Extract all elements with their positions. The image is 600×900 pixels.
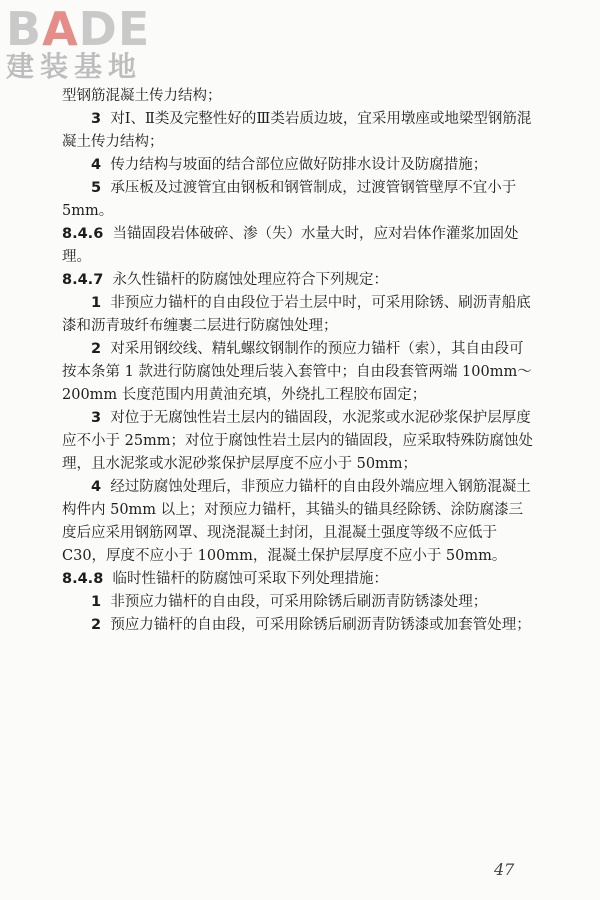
clause-number: 1 — [91, 295, 102, 311]
paragraph — [62, 591, 534, 614]
clause-text: 对位于无腐蚀性岩土层内的锚固段，水泥浆或水泥砂浆保护层厚度应不小于 25mm；对位于腐蚀性岩土层内的锚固段，应采取特殊防腐蚀处理，且水泥浆或水泥砂浆保护层厚度不应小于 50mm； — [62, 410, 534, 472]
clause-number: 2 — [91, 617, 102, 633]
clause-number: 1 — [91, 594, 102, 610]
paragraph — [62, 223, 534, 269]
clause-text: 承压板及过渡管宜由钢板和钢管制成，过渡管钢管壁厚不宜小于 5mm。 — [62, 180, 517, 219]
watermark-brand — [6, 2, 150, 56]
paragraph — [62, 407, 534, 476]
clause-text: 非预应力锚杆的自由段位于岩土层中时，可采用除锈、刷沥青船底漆和沥青玻纤布缠裹二层进行防腐蚀处理； — [62, 295, 531, 334]
paragraph — [62, 292, 534, 338]
clause-text: 永久性锚杆的防腐蚀处理应符合下列规定： — [112, 272, 389, 288]
clause-number: 4 — [91, 157, 102, 173]
clause-number: 4 — [91, 479, 102, 495]
clause-number: 2 — [91, 341, 102, 357]
document-body — [62, 85, 534, 637]
clause-number: 3 — [91, 410, 102, 426]
brand-suffix: DE — [78, 2, 151, 56]
paragraph — [62, 154, 534, 177]
clause-text: 经过防腐蚀处理后，非预应力锚杆的自由段外端应埋入钢筋混凝土构件内 50mm 以上；对预应力锚杆，其锚头的锚具经除锈、涂防腐漆三度后应采用钢筋网罩、现浇混凝土封闭，且混凝土强度等级不应低于 C30，厚度不应小于 100mm，混凝土保护层厚度不应小于 50mm。 — [62, 479, 531, 564]
clause-text: 型钢筋混凝土传力结构； — [62, 88, 222, 104]
clause-text: 对采用钢绞线、精轧螺纹钢制作的预应力锚杆（索），其自由段可按本条第 1 款进行防腐蚀处理后装入套管中；自由段套管两端 100mm～200mm 长度范围内用黄油充填，外绕扎工程胶布固定； — [62, 341, 532, 403]
paragraph — [62, 476, 534, 568]
clause-number: 3 — [91, 111, 102, 127]
clause-text: 传力结构与坡面的结合部位应做好防排水设计及防腐措施； — [110, 157, 488, 173]
paragraph — [62, 338, 534, 407]
clause-number: 5 — [91, 180, 102, 196]
paragraph — [62, 108, 534, 154]
paragraph — [62, 177, 534, 223]
paragraph — [62, 614, 534, 637]
brand-highlight: A — [42, 2, 79, 56]
watermark-logo — [6, 2, 150, 82]
paragraph — [62, 85, 534, 108]
section-number: 8.4.6 — [62, 226, 104, 242]
paragraph — [62, 568, 534, 591]
clause-text: 预应力锚杆的自由段，可采用除锈后刷沥青防锈漆或加套管处理； — [110, 617, 531, 633]
clause-text: 对Ⅰ、Ⅱ类及完整性好的Ⅲ类岩质边坡，宜采用墩座或地梁型钢筋混凝土传力结构； — [62, 111, 532, 150]
clause-text: 非预应力锚杆的自由段，可采用除锈后刷沥青防锈漆处理； — [110, 594, 488, 610]
paragraph — [62, 269, 534, 292]
brand-prefix: B — [6, 2, 43, 56]
clause-text: 当锚固段岩体破碎、渗（失）水量大时，应对岩体作灌浆加固处理。 — [62, 226, 519, 265]
section-number: 8.4.8 — [62, 571, 104, 587]
section-number: 8.4.7 — [62, 272, 104, 288]
clause-text: 临时性锚杆的防腐蚀可采取下列处理措施： — [112, 571, 389, 587]
page-number: 47 — [494, 860, 515, 879]
watermark-subtitle: 建装基地 — [6, 50, 143, 83]
